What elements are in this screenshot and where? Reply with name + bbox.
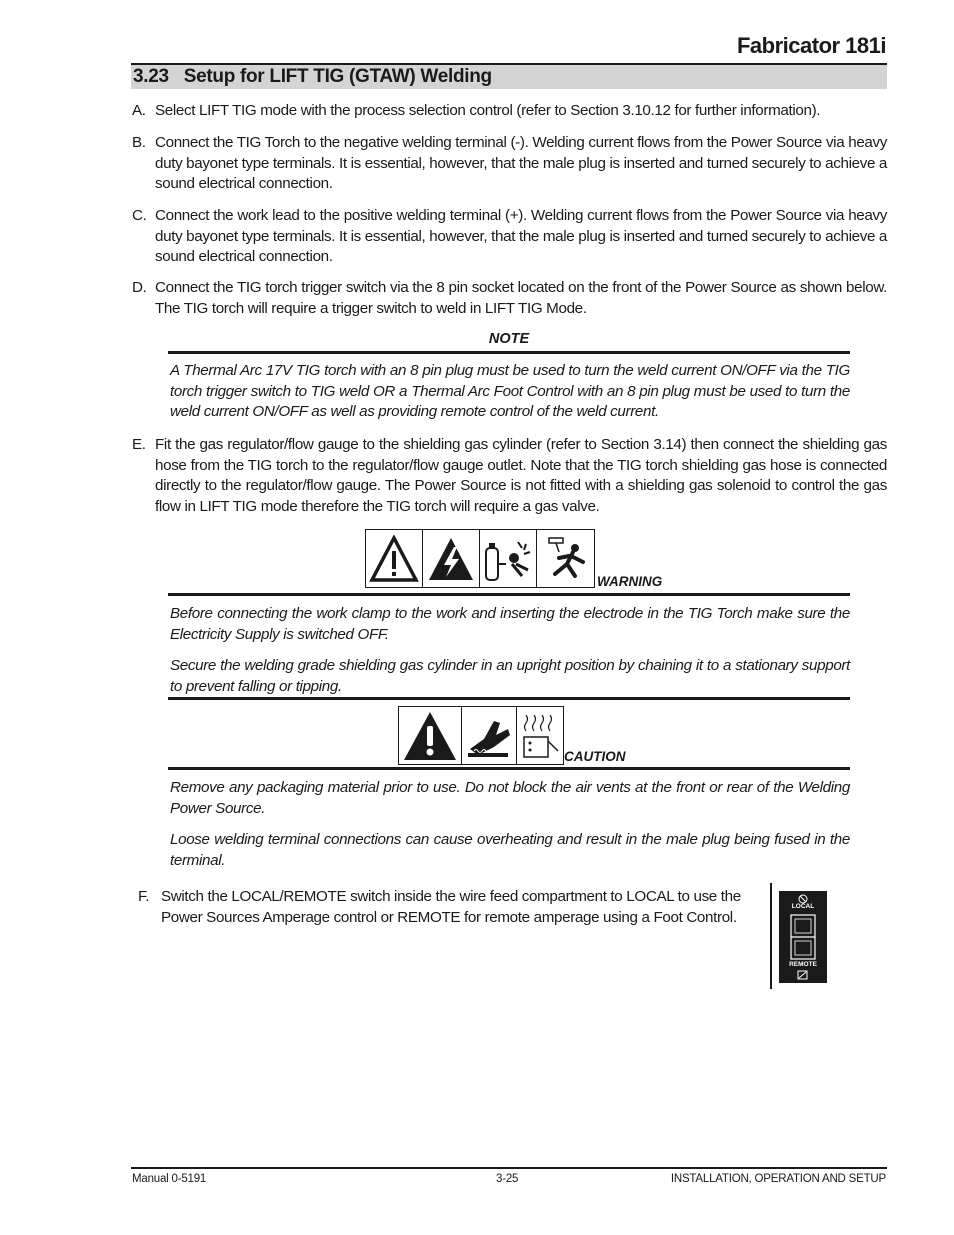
step-d — [131, 278, 887, 319]
caution-text-1: Remove any packaging material prior to use. Do not block the air vents at the front or rear of the Welding Power Source. — [170, 779, 850, 817]
step-b — [131, 133, 887, 195]
step-letter: B. — [132, 134, 146, 151]
step-text: Switch the LOCAL/REMOTE switch inside the wire feed compartment to LOCAL to use the Power Sources Amperage control or REMOTE for remote amperage using a Foot Control. — [161, 888, 741, 926]
gas-cylinder-explosion-icon — [480, 530, 537, 587]
overheating-vent-icon — [517, 707, 563, 764]
step-text: Select LIFT TIG mode with the process selection control (refer to Section 3.10.12 for further information). — [155, 102, 821, 119]
step-letter: E. — [132, 436, 146, 453]
exclamation-triangle-icon — [399, 707, 462, 764]
step-letter: A. — [132, 102, 146, 119]
footer-divider — [131, 1167, 887, 1169]
hot-surface-hand-icon — [462, 707, 517, 764]
local-remote-switch-figure — [779, 891, 827, 983]
section-number: 3.23 — [133, 66, 169, 87]
footer-manual: Manual 0-5191 — [132, 1173, 207, 1185]
step-text: Connect the TIG Torch to the negative welding terminal (-). Welding current flows from the Power Source via heavy duty bayonet type terminals. It is essential, however, that the male plug is inserted and turned securely to achieve a sound electrical connection. — [155, 134, 888, 193]
step-e — [131, 435, 887, 518]
step-letter: F. — [138, 888, 150, 905]
section-name: Setup for LIFT TIG (GTAW) Welding — [183, 66, 492, 87]
footer-page-number: 3-25 — [496, 1173, 519, 1185]
warning-text-2: Secure the welding grade shielding gas cylinder in an upright position by chaining it to a stationary support to prevent falling or tipping. — [170, 657, 850, 695]
step-letter: C. — [132, 207, 147, 224]
electric-shock-icon — [423, 530, 480, 587]
step-f — [136, 887, 746, 928]
step-letter: D. — [132, 279, 147, 296]
step-text: Fit the gas regulator/flow gauge to the shielding gas cylinder (refer to Section 3.14) then connect the shielding gas hose from the TIG torch to the regulator/flow gauge outlet. Note that the TIG torch shielding gas hose is connected directly to the regulator/flow gauge. The Power Source is not fitted with a shielding gas solenoid to control the gas flow in LIFT TIG mode therefore the TIG torch will require a gas valve. — [155, 436, 887, 516]
caution-text-2: Loose welding terminal connections can cause overheating and result in the male plug being fused in the terminal. — [170, 831, 850, 869]
warning-triangle-icon — [366, 530, 423, 587]
switch-label-local: LOCAL — [791, 903, 815, 910]
step-text: Connect the work lead to the positive welding terminal (+). Welding current flows from the Power Source via heavy duty bayonet type terminals. It is essential, however, that the male plug is inserted and turned securely to achieve a sound electrical connection. — [155, 207, 888, 266]
step-text: Connect the TIG torch trigger switch via the 8 pin socket located on the front of the Power Source as shown below. The TIG torch will require a trigger switch to weld in LIFT TIG Mode. — [155, 279, 887, 317]
caution-heading: CAUTION — [564, 749, 626, 764]
switch-label-remote: REMOTE — [789, 961, 817, 968]
warning-heading: WARNING — [597, 574, 663, 589]
figure-border — [770, 883, 772, 989]
step-a — [131, 101, 887, 122]
section-title — [133, 66, 492, 88]
caution-icon-strip — [398, 706, 564, 765]
note-heading: NOTE — [488, 331, 530, 347]
falling-person-icon — [537, 530, 593, 587]
warning-text-1: Before connecting the work clamp to the work and inserting the electrode in the TIG Torch make sure the Electricity Supply is switched OFF. — [170, 605, 850, 643]
warning-divider-bottom — [168, 697, 850, 700]
note-divider — [168, 351, 850, 354]
warning-divider-top — [168, 593, 850, 596]
warning-icon-strip — [365, 529, 595, 588]
step-c — [131, 206, 887, 268]
note-text: A Thermal Arc 17V TIG torch with an 8 pin plug must be used to turn the weld current ON/OFF via the TIG torch trigger switch to TIG weld OR a Thermal Arc Foot Control with an 8 pin plug must be used to turn the weld current ON/OFF as well as providing remote control of the weld current. — [170, 362, 850, 421]
section-header — [131, 63, 887, 89]
brand-title: Fabricator 181i — [736, 33, 886, 58]
footer-chapter: INSTALLATION, OPERATION AND SETUP — [670, 1173, 886, 1185]
caution-divider — [168, 767, 850, 770]
